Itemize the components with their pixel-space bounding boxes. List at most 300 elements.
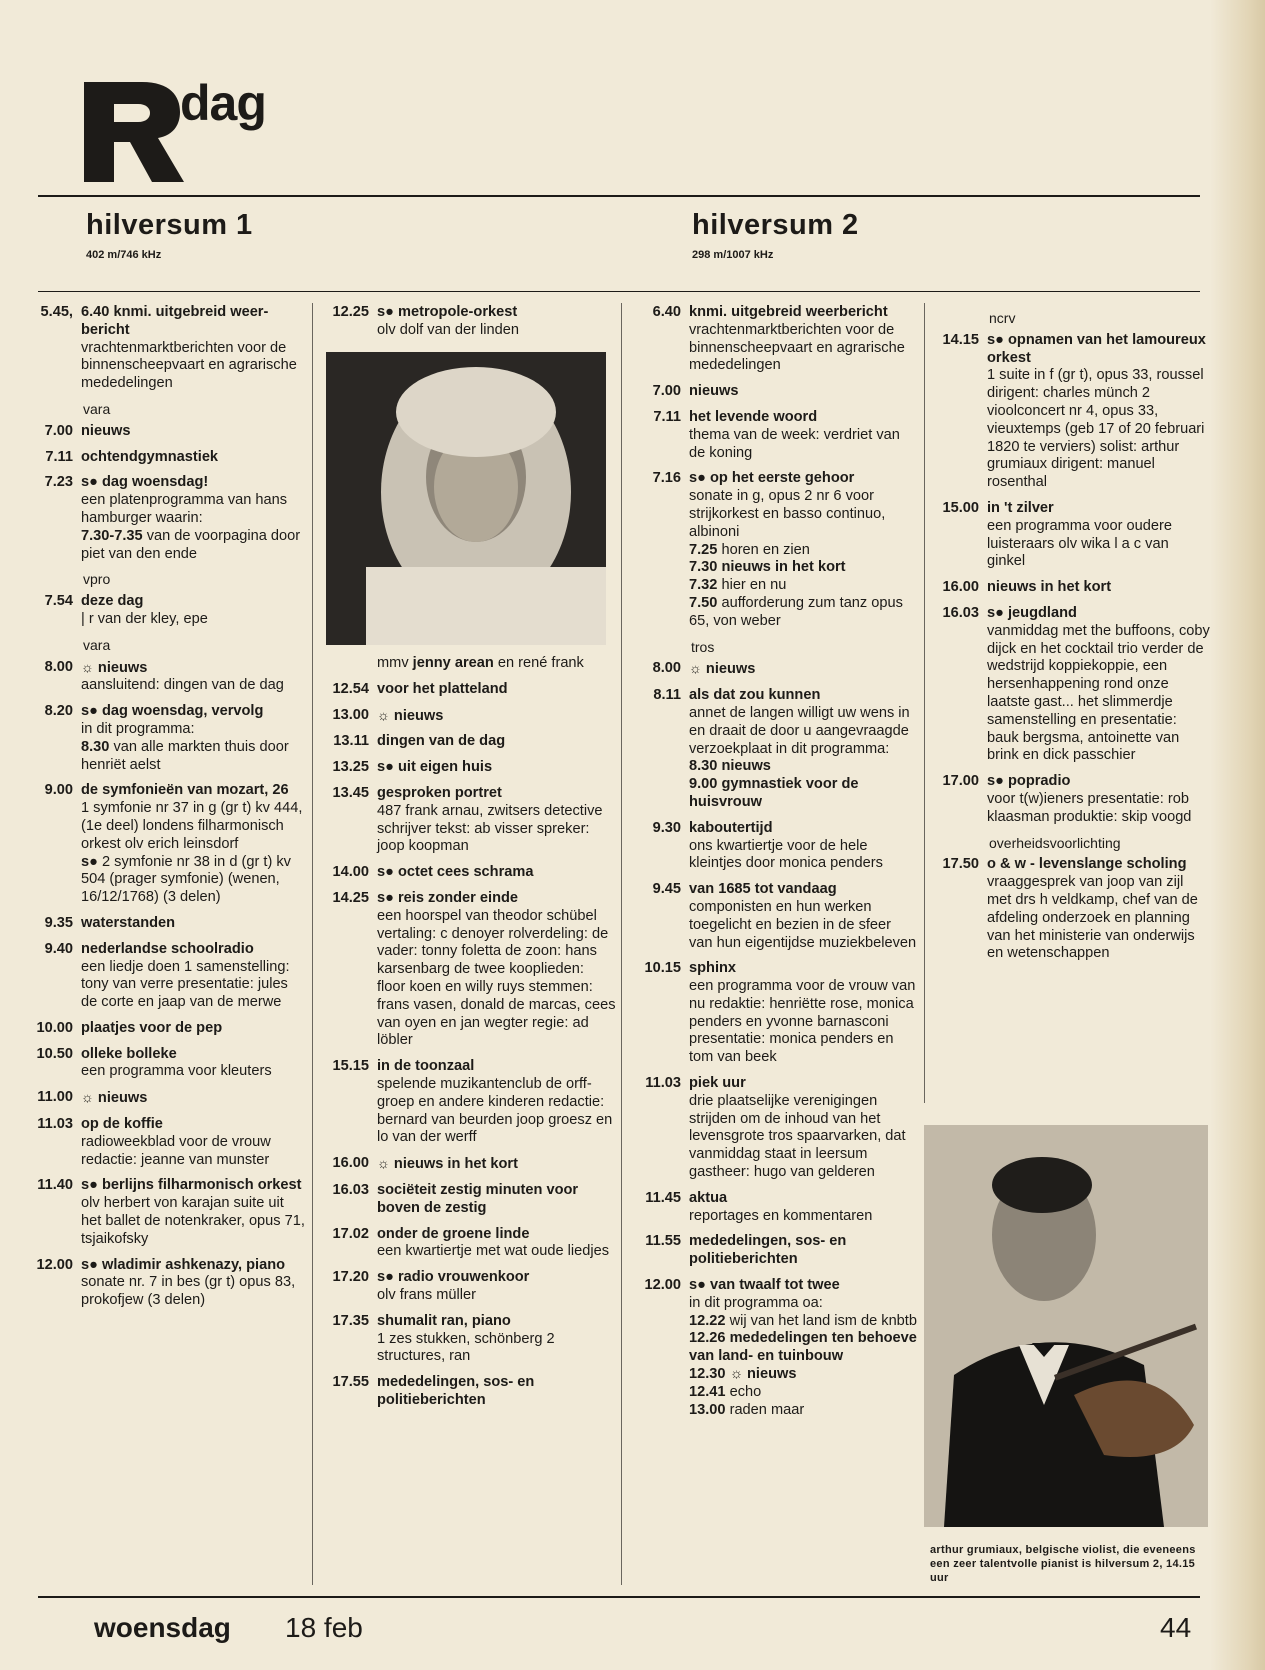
stereo-mark: s● (81, 474, 98, 491)
program-title-line (377, 864, 616, 882)
stereo-mark: s● (987, 604, 1004, 621)
stereo-mark: s● (81, 1256, 98, 1273)
program-time: 7.11 (45, 448, 73, 465)
program-description: sonate in g, opus 2 nr 6 voor strijkorkest en basso continuo, albinoni (689, 488, 886, 540)
program-body (987, 579, 1210, 597)
program-body (377, 785, 616, 856)
program-subitem-bold: 7.32 (689, 577, 718, 594)
program-time: 11.03 (37, 1116, 73, 1133)
program-description: een platenprogramma van hans hamburger waarin: (81, 492, 288, 526)
program-entry (629, 660, 917, 679)
program-description: voor t(w)ieners presentatie: rob klaasman produktie: skip voogd (987, 790, 1192, 825)
stereo-mark: s● (81, 703, 98, 720)
program-title: nederlandse schoolradio (81, 940, 254, 957)
program-title: kaboutertijd (689, 819, 773, 836)
program-body (81, 915, 306, 933)
program-entry (320, 1182, 616, 1218)
program-body (987, 332, 1210, 492)
program-title: metropole-orkest (398, 304, 518, 320)
program-time: 6.40 (652, 304, 681, 320)
program-title: het levende woord (689, 408, 818, 425)
program-entry (629, 881, 917, 952)
program-title: reis zonder einde (398, 889, 519, 906)
footer-date: 18 feb (285, 1612, 363, 1643)
program-entry (36, 1177, 306, 1248)
program-description: annet de langen willigt uw wens in en draait de door u aangevraagde verzoekplaat in dit programma: (689, 704, 910, 757)
program-body (81, 1020, 306, 1038)
program-title-line (987, 605, 1210, 623)
program-subitem (689, 1366, 917, 1384)
program-title: deze dag (81, 593, 144, 610)
program-title-line (81, 304, 306, 340)
frequency-hilversum-1: 402 m/746 kHz (86, 249, 162, 261)
program-body (377, 1269, 616, 1305)
stereo-mark: s● (987, 331, 1004, 348)
program-subitem: 13.00 raden maar (689, 1401, 805, 1418)
program-title-line (377, 1058, 616, 1076)
program-title-line (689, 1190, 917, 1208)
program-title: berlijns filharmonisch orkest (102, 1177, 302, 1194)
program-subitem-bold: 12.30 ☼ nieuws (689, 1366, 797, 1383)
program-subitem (689, 559, 917, 577)
program-time: 11.00 (37, 1089, 73, 1106)
program-title-line (689, 1277, 917, 1295)
program-body (81, 941, 306, 1012)
program-title-line (987, 856, 1210, 874)
program-title-line (81, 703, 306, 721)
program-entry (36, 1116, 306, 1169)
program-title-line (81, 593, 306, 611)
program-description: in dit programma: (81, 720, 195, 737)
program-title: nieuws (81, 422, 131, 439)
program-title-line (689, 1233, 917, 1269)
program-body (377, 304, 616, 340)
program-body (689, 409, 917, 462)
program-time: 17.00 (942, 773, 979, 790)
program-subitem-bold: 8.30 nieuws (689, 758, 771, 775)
program-body (377, 1226, 616, 1262)
program-subitem-bold: s● (81, 853, 98, 870)
program-body (81, 782, 306, 907)
program-entry (36, 1046, 306, 1082)
program-title: piek uur (689, 1075, 746, 1092)
news-star-icon: ☼ (689, 660, 702, 677)
program-title-line (689, 383, 917, 401)
program-title: nieuws in het kort (987, 579, 1112, 596)
page-edge-shadow (1210, 0, 1265, 1670)
program-entry (320, 864, 616, 882)
program-title-line (81, 782, 306, 800)
program-subitem: 7.32 hier en nu (689, 577, 787, 594)
program-body (689, 960, 917, 1067)
program-body (81, 1116, 306, 1169)
program-description: een liedje doen 1 samenstelling: tony van verre presentatie: jules de corte en jaap van de merwe (81, 958, 290, 1011)
program-description: drie plaatselijke verenigingen strijden om de inhoud van het levensgrote tros spaarvarken, dat vanmiddag staat in leersum gastheer: hugo van gelderen (689, 1092, 906, 1181)
news-star-icon: ☼ (81, 1089, 94, 1106)
program-body (987, 605, 1210, 765)
program-time: 10.50 (36, 1045, 73, 1062)
program-entry (928, 856, 1210, 963)
program-description: vanmiddag met the buffoons, coby dijck en het cocktail trio verder de wedstrijd koppiekoppie, een hersenhappening rond onze laatste gast... het slimmerdje samenstelling en presentatie: bauk bergsma, antoinette van brink en dick passchier (987, 622, 1210, 764)
program-title: nieuws (689, 383, 739, 400)
program-body (689, 304, 917, 375)
program-entry (629, 383, 917, 401)
program-entry (36, 703, 306, 774)
program-subitem: 7.25 horen en zien (689, 541, 810, 558)
program-subitem-bold: 8.30 (81, 738, 110, 755)
column-divider-3 (924, 303, 925, 1103)
program-description: sonate nr. 7 in bes (gr t) opus 83, prokofjew (3 delen) (81, 1274, 296, 1309)
program-title-line (377, 681, 616, 699)
program-body (689, 820, 917, 873)
program-title-line (377, 1182, 616, 1218)
program-body (377, 1313, 616, 1366)
program-title-line (81, 1257, 306, 1275)
program-title: uit eigen huis (398, 759, 493, 776)
program-time: 13.25 (332, 759, 369, 776)
program-time: 17.02 (332, 1225, 369, 1242)
program-entry (320, 785, 616, 856)
program-time: 16.00 (332, 1155, 369, 1172)
stereo-mark: s● (689, 470, 706, 487)
program-description: thema van de week: verdriet van de koning (689, 426, 900, 461)
program-time: 14.15 (942, 331, 979, 348)
program-time: 7.00 (44, 422, 73, 439)
program-title-line (689, 820, 917, 838)
program-title: mededelingen, sos- en politieberichten (377, 1374, 535, 1408)
program-title-line (81, 1046, 306, 1064)
program-body (377, 1182, 616, 1218)
program-entry (629, 687, 917, 812)
program-description-highlight: jenny arean (412, 655, 494, 671)
program-time: 7.00 (652, 383, 681, 400)
program-entry (928, 500, 1210, 571)
program-title-line (689, 470, 917, 488)
program-entry (320, 1058, 616, 1147)
program-description: een programma voor oudere luisteraars olv wika l a c van ginkel (987, 517, 1172, 570)
program-body (377, 733, 616, 751)
news-star-icon: ☼ (377, 706, 390, 723)
program-time: 17.50 (942, 856, 979, 873)
program-body (81, 423, 306, 441)
program-title-line (689, 881, 917, 899)
program-entry (629, 1190, 917, 1226)
program-time: 8.11 (653, 687, 681, 704)
program-title-line (81, 1089, 306, 1108)
program-title-line (377, 1226, 616, 1244)
program-body (987, 856, 1210, 963)
program-title: popradio (1008, 773, 1071, 790)
photo-violinist (924, 1125, 1208, 1527)
program-entry (320, 733, 616, 751)
program-title-line (377, 1155, 616, 1174)
schedule-column-2 (320, 655, 616, 1418)
program-time: 14.00 (332, 864, 369, 881)
program-subitem: 12.22 wij van het land ism de knbtb (689, 1312, 917, 1329)
program-subitem-bold: 7.30-7.35 (81, 527, 143, 544)
program-body (689, 383, 917, 401)
program-time (320, 655, 377, 673)
program-body (689, 1233, 917, 1269)
program-title: de symfonieën van mozart, 26 (81, 782, 289, 799)
photo-caption: arthur grumiaux, belgische violist, die eveneens een zeer talentvolle pianist is hilversum 2, 14.15 uur (930, 1544, 1196, 1584)
program-entry (320, 707, 616, 726)
program-title: op het eerste gehoor (710, 470, 855, 487)
program-title-line (81, 659, 306, 678)
broadcaster-label: vara (83, 400, 111, 417)
program-title-line (81, 1177, 306, 1195)
program-body (81, 1046, 306, 1082)
program-body (987, 500, 1210, 571)
program-time: 17.35 (332, 1312, 369, 1329)
program-time: 11.40 (37, 1177, 73, 1194)
photo-woman (326, 352, 606, 645)
program-body (377, 1155, 616, 1174)
broadcaster-label: ncrv (989, 310, 1016, 326)
program-title: shumalit ran, piano (377, 1312, 511, 1329)
program-entry (320, 1313, 616, 1366)
program-description: een hoorspel van theodor schübel vertaling: c denoyer rolverdeling: de vader: tonny foletta de zoon: hans karsenbarg de twee kooplieden: floor koen en willy ruys stemmen: frans vasen, donald de marcas, cees van oyen en jan wegter regie: ad löbler (377, 907, 616, 1049)
program-entry (320, 759, 616, 777)
program-time: 8.00 (652, 660, 681, 677)
program-entry (928, 773, 1210, 826)
program-description: radioweekblad voor de vrouw redactie: jeanne van munster (81, 1133, 271, 1168)
program-description: olv dolf van der linden (377, 321, 519, 338)
stereo-mark: s● (689, 1277, 706, 1294)
program-time: 11.45 (645, 1189, 681, 1206)
broadcaster-label: overheidsvoorlichting (989, 834, 1121, 851)
program-body (81, 1089, 306, 1108)
program-title-line (689, 304, 917, 322)
program-title-line (689, 687, 917, 705)
program-title: gesproken portret (377, 784, 502, 801)
program-description: 1 zes stukken, schönberg 2 structures, ran (377, 1330, 555, 1365)
program-description: vrachtenmarktberichten voor de binnenscheepvaart en agrarische mededelingen (81, 339, 297, 392)
program-title-line (987, 500, 1210, 518)
program-title: dag woensdag, vervolg (102, 703, 264, 720)
program-title: nieuws in het kort (393, 1156, 518, 1173)
program-title-line (81, 1116, 306, 1134)
program-title: dingen van de dag (377, 733, 506, 750)
station-hilversum-2: hilversum 2 (692, 209, 859, 241)
program-title-line (377, 733, 616, 751)
program-body (689, 1075, 917, 1182)
program-description: reportages en kommentaren (689, 1207, 873, 1224)
program-time: 7.54 (44, 593, 73, 610)
program-subitem (689, 758, 917, 776)
program-title-line (689, 1075, 917, 1093)
program-title: nieuws (705, 661, 756, 678)
program-entry (36, 593, 306, 629)
program-subitem-bold: 13.00 (689, 1401, 726, 1418)
program-entry (36, 1020, 306, 1038)
program-time: 17.55 (332, 1374, 369, 1391)
program-time: 17.20 (332, 1269, 369, 1286)
program-body (689, 470, 917, 630)
program-body (689, 1190, 917, 1226)
program-entry (36, 782, 306, 907)
program-entry (629, 960, 917, 1067)
program-entry (36, 449, 306, 467)
footer-day: woensdag (94, 1612, 231, 1643)
program-body (987, 773, 1210, 826)
program-subitem: 7.50 aufforderung zum tanz opus 65, von weber (689, 594, 903, 629)
program-body (81, 1177, 306, 1248)
program-body (377, 1058, 616, 1147)
program-body (81, 703, 306, 774)
program-title-line (377, 1374, 616, 1410)
column-divider-2 (621, 303, 622, 1585)
program-description: een programma voor de vrouw van nu redaktie: henriëtte rose, monica penders en yvonne barnasconi presentatie: monica penders en tom van beek (689, 978, 916, 1066)
program-time: 8.00 (44, 658, 73, 675)
program-entry (36, 423, 306, 441)
news-star-icon: ☼ (81, 658, 94, 675)
stereo-mark: s● (377, 759, 394, 776)
program-title-line (987, 579, 1210, 597)
program-time: 15.00 (942, 499, 979, 516)
program-description: 487 frank arnau, zwitsers detective schrijver tekst: ab visser spreker: joop koopman (377, 802, 603, 855)
program-entry (36, 915, 306, 933)
program-time: 12.54 (332, 680, 369, 697)
program-time: 12.00 (36, 1256, 73, 1273)
program-title: o & w - levenslange scholing (987, 856, 1187, 873)
program-title: van 1685 tot vandaag (689, 881, 837, 898)
program-entry (629, 1277, 917, 1419)
program-description: 1 symfonie nr 37 in g (gr t) kv 444, (1e deel) londens filharmonisch orkest olv erich leinsdorf (81, 800, 303, 852)
program-title: onder de groene linde (377, 1225, 530, 1242)
program-time: 5.45, (40, 304, 73, 320)
program-description: olv frans müller (377, 1286, 476, 1303)
program-entry (320, 1226, 616, 1262)
program-title: 6.40 knmi. uitgebreid weer-bericht (81, 304, 269, 338)
frequency-hilversum-2: 298 m/1007 kHz (692, 249, 774, 261)
program-entry (36, 941, 306, 1012)
program-title: in 't zilver (987, 499, 1054, 516)
program-time: 8.20 (44, 703, 73, 720)
program-entry (320, 1374, 616, 1410)
program-body (689, 687, 917, 812)
program-entry (629, 409, 917, 462)
column-divider-1 (312, 303, 313, 1585)
program-time: 12.00 (644, 1277, 681, 1294)
program-entry (629, 1075, 917, 1182)
program-time: 11.03 (645, 1075, 681, 1092)
program-entry (320, 304, 616, 340)
program-body (377, 1374, 616, 1410)
program-title-line (81, 1020, 306, 1038)
program-title-line (689, 660, 917, 679)
program-time: 7.23 (44, 474, 73, 491)
program-subitem (689, 1330, 917, 1366)
program-time: 16.03 (332, 1181, 369, 1198)
photo-woman-portrait (326, 352, 606, 645)
stereo-mark: s● (377, 304, 394, 320)
program-entry (629, 470, 917, 630)
program-title: nieuws (393, 707, 444, 724)
program-title-line (987, 773, 1210, 791)
program-body (377, 681, 616, 699)
program-body (81, 593, 306, 629)
program-title-line (987, 332, 1210, 368)
stereo-mark: s● (377, 889, 394, 906)
program-time: 15.15 (332, 1058, 369, 1075)
program-title: jeugdland (1008, 604, 1077, 621)
program-subitem: 12.41 echo (689, 1383, 762, 1400)
program-description: aansluitend: dingen van de dag (81, 677, 284, 694)
program-body (377, 759, 616, 777)
program-description: 1 suite in f (gr t), opus 33, roussel dirigent: charles münch 2 vioolconcert nr 4, opus 33, vieuxtemps (geb 17 of 20 februari 1820 te verviers) solist: arthur grumiaux dirigent: manuel rosenthal (987, 367, 1205, 491)
top-rule (38, 195, 1200, 197)
program-entry (36, 1257, 306, 1310)
program-entry (928, 605, 1210, 765)
stereo-mark: s● (377, 864, 394, 881)
program-title-line (377, 707, 616, 726)
program-title: nieuws (97, 659, 148, 676)
program-entry (320, 1155, 616, 1174)
broadcaster-label: vpro (83, 571, 111, 588)
program-body (81, 474, 306, 563)
program-title: nieuws (97, 1090, 148, 1107)
program-time: 10.00 (36, 1019, 73, 1036)
program-entry (320, 1269, 616, 1305)
program-body (689, 881, 917, 952)
program-time: 10.15 (644, 960, 681, 977)
program-title-line (81, 449, 306, 467)
program-entry (320, 890, 616, 1050)
program-body (81, 449, 306, 467)
program-body (377, 707, 616, 726)
program-time: 7.16 (652, 470, 681, 487)
schedule-column-3 (629, 304, 917, 1427)
program-description: componisten en hun werken toegelicht en bezien in de sfeer van hun eigentijdse muziekbeleven (689, 898, 917, 951)
stereo-mark: s● (987, 773, 1004, 790)
program-body (81, 1257, 306, 1310)
program-title: voor het platteland (377, 680, 508, 697)
news-star-icon: ☼ (377, 1155, 390, 1172)
program-time: 11.55 (645, 1233, 681, 1250)
program-time: 12.25 (332, 304, 369, 320)
program-entry (629, 304, 917, 375)
page-number: 44 (1160, 1612, 1192, 1643)
station-hilversum-1: hilversum 1 (86, 209, 253, 241)
program-subitem-bold: 12.26 mededelingen ten behoeve van land- en tuinbouw (689, 1330, 917, 1365)
program-time: 7.11 (653, 408, 681, 425)
broadcaster-label: vara (83, 636, 111, 653)
program-title-line (377, 304, 616, 322)
header-bottom-rule (38, 291, 1200, 292)
program-title: aktua (689, 1189, 728, 1206)
program-entry (36, 659, 306, 696)
program-description: ons kwartiertje voor de hele kleintjes door monica penders (689, 837, 883, 872)
program-title: radio vrouwenkoor (398, 1269, 530, 1286)
program-subitem-bold: 7.50 (689, 594, 718, 611)
program-title-line (689, 960, 917, 978)
program-title-line (81, 915, 306, 933)
program-title-line (81, 474, 306, 492)
program-time: 16.03 (942, 604, 979, 621)
schedule-column-1 (36, 304, 306, 1318)
program-title-line (689, 409, 917, 427)
program-subitem: s● 2 symfonie nr 38 in d (gr t) kv 504 (prager symfonie) (wenen, 16/12/1768) (3 delen) (81, 853, 291, 906)
program-time: 9.45 (652, 881, 681, 898)
program-description: in dit programma oa: (689, 1294, 823, 1311)
program-title: waterstanden (81, 914, 176, 931)
program-title: knmi. uitgebreid weerbericht (689, 304, 888, 320)
program-entry (36, 474, 306, 563)
program-title: octet cees schrama (398, 864, 534, 881)
program-title: wladimir ashkenazy, piano (102, 1256, 286, 1273)
program-title: olleke bolleke (81, 1045, 177, 1062)
